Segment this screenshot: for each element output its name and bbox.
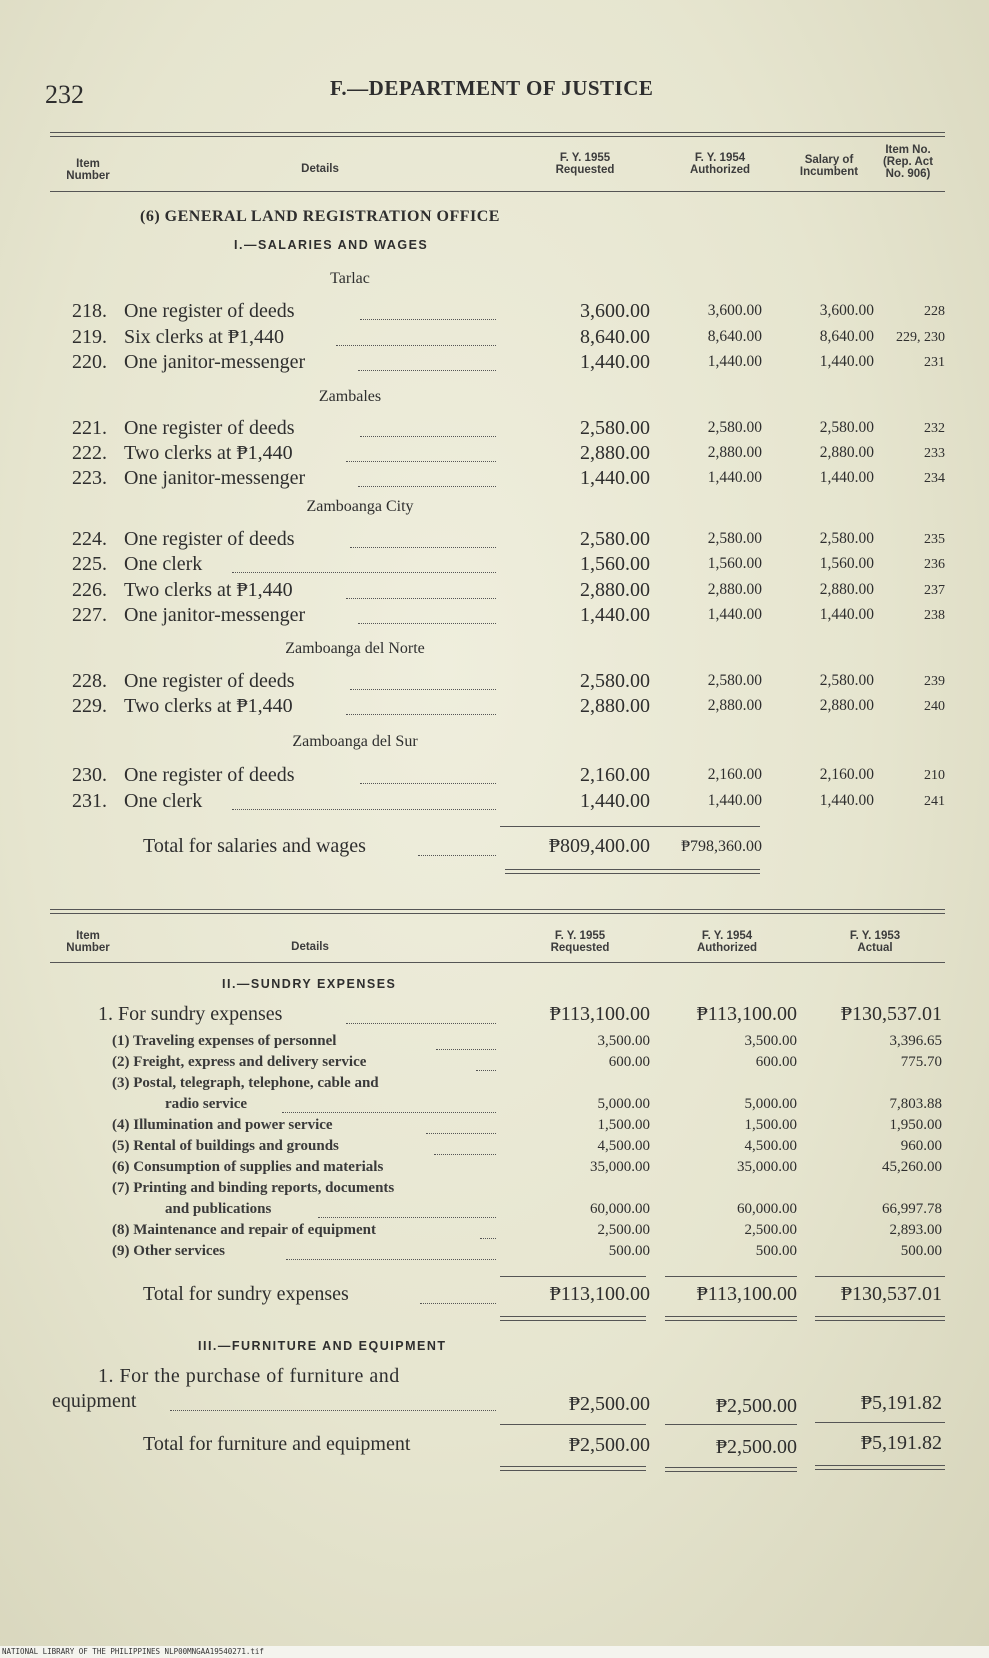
list-item-continued [0, 1096, 989, 1117]
leader-dots [358, 623, 496, 624]
row-number: 223. [72, 467, 107, 489]
item-no-value: 228 [924, 304, 945, 319]
row-desc: One janitor-messenger [124, 604, 306, 626]
item-desc: (6) Consumption of supplies and materials [112, 1159, 384, 1175]
sundry-main-desc: 1. For sundry expenses [98, 1003, 283, 1025]
leader-dots [232, 572, 496, 573]
auth-value: 500.00 [755, 1243, 797, 1259]
item-desc-continued: radio service [165, 1096, 248, 1112]
leader-dots [318, 1217, 496, 1218]
item-desc: (4) Illumination and power service [112, 1117, 333, 1133]
row-number: 218. [72, 300, 107, 322]
leader-dots [282, 1112, 496, 1113]
req-value: 1,440.00 [580, 467, 650, 489]
province-label: Zamboanga del Sur [292, 733, 418, 750]
leader-dots [420, 1303, 496, 1304]
furniture-req: ₱2,500.00 [568, 1393, 650, 1415]
auth-value: 2,880.00 [707, 581, 762, 598]
table-row [0, 351, 989, 377]
table1-top-rule [50, 132, 945, 137]
salary-value: 2,160.00 [819, 766, 874, 783]
actual-value: 960.00 [900, 1138, 942, 1154]
auth-value: 2,580.00 [707, 419, 762, 436]
req-value: 1,500.00 [597, 1117, 650, 1133]
auth-value: 2,880.00 [707, 697, 762, 714]
furniture-desc: 1. For the purchase of furniture and [98, 1365, 400, 1387]
req-value: 1,440.00 [580, 790, 650, 812]
leader-dots [346, 714, 496, 715]
total-rule [500, 1276, 646, 1277]
t2-header-req: F. Y. 1955 Requested [550, 930, 610, 954]
row-desc: Two clerks at ₱1,440 [124, 695, 293, 717]
item-desc: (3) Postal, telegraph, telephone, cable and [112, 1075, 379, 1091]
req-value: 8,640.00 [580, 326, 650, 348]
salary-value: 8,640.00 [819, 328, 874, 345]
auth-value: 3,500.00 [744, 1033, 797, 1049]
leader-dots [434, 1154, 496, 1155]
t2-header-item: Item Number [66, 930, 110, 954]
total-rule [815, 1422, 945, 1423]
row-desc: Two clerks at ₱1,440 [124, 442, 293, 464]
furniture-total-actual: ₱5,191.82 [860, 1432, 942, 1454]
furniture-actual: ₱5,191.82 [860, 1392, 942, 1414]
table-row [0, 442, 989, 468]
table-row [0, 300, 989, 326]
auth-value: 2,160.00 [707, 766, 762, 783]
row-number: 225. [72, 553, 107, 575]
row-desc: Two clerks at ₱1,440 [124, 579, 293, 601]
actual-value: 2,893.00 [889, 1222, 942, 1238]
row-number: 230. [72, 764, 107, 786]
row-desc: One janitor-messenger [124, 467, 306, 489]
row-number: 220. [72, 351, 107, 373]
list-item [0, 1243, 989, 1264]
actual-value: 3,396.65 [889, 1033, 942, 1049]
province-label: Tarlac [330, 270, 370, 287]
auth-value: 1,560.00 [707, 555, 762, 572]
req-value: 2,580.00 [580, 670, 650, 692]
auth-value: 1,440.00 [707, 353, 762, 370]
item-desc: (2) Freight, express and delivery service [112, 1054, 367, 1070]
req-value: 3,500.00 [597, 1033, 650, 1049]
table2-top-rule [50, 909, 945, 914]
section-furniture: III.—FURNITURE AND EQUIPMENT [198, 1339, 447, 1353]
item-no-value: 240 [924, 699, 945, 714]
province-label: Zamboanga City [306, 498, 414, 515]
table-row [0, 417, 989, 443]
sundry-total-actual: ₱130,537.01 [840, 1283, 942, 1305]
salary-value: 1,440.00 [819, 469, 874, 486]
row-desc: One clerk [124, 790, 203, 812]
auth-value: 8,640.00 [707, 328, 762, 345]
leader-dots [232, 809, 496, 810]
running-head: F.—DEPARTMENT OF JUSTICE [330, 76, 654, 100]
item-no-value: 235 [924, 532, 945, 547]
auth-value: 5,000.00 [744, 1096, 797, 1112]
total-double-rule [665, 1316, 797, 1321]
salary-value: 3,600.00 [819, 302, 874, 319]
req-value: 1,440.00 [580, 604, 650, 626]
salary-value: 2,580.00 [819, 419, 874, 436]
row-number: 222. [72, 442, 107, 464]
row-desc: Six clerks at ₱1,440 [124, 326, 284, 348]
table-row [0, 528, 989, 554]
req-value: 2,160.00 [580, 764, 650, 786]
table-row [0, 604, 989, 630]
province-label: Zambales [318, 388, 382, 405]
list-item [0, 1033, 989, 1054]
t2-header-auth: F. Y. 1954 Authorized [696, 930, 758, 954]
leader-dots [418, 855, 496, 856]
list-item [0, 1054, 989, 1075]
item-no-value: 239 [924, 674, 945, 689]
sundry-main-auth: ₱113,100.00 [696, 1003, 797, 1025]
leader-dots [336, 345, 496, 346]
t1-header-req: F. Y. 1955 Requested [555, 152, 615, 176]
req-value: 1,440.00 [580, 351, 650, 373]
salary-value: 2,880.00 [819, 581, 874, 598]
row-number: 219. [72, 326, 107, 348]
auth-value: 600.00 [755, 1054, 797, 1070]
total-rule [500, 826, 760, 827]
item-no-value: 237 [924, 583, 945, 598]
row-number: 224. [72, 528, 107, 550]
auth-value: 2,580.00 [707, 530, 762, 547]
item-no-value: 233 [924, 446, 945, 461]
req-value: 600.00 [608, 1054, 650, 1070]
leader-dots [358, 486, 496, 487]
leader-dots [346, 598, 496, 599]
salary-value: 2,580.00 [819, 672, 874, 689]
list-item [0, 1159, 989, 1180]
req-value: 3,600.00 [580, 300, 650, 322]
row-number: 231. [72, 790, 107, 812]
salaries-total-req: ₱809,400.00 [548, 835, 650, 857]
row-desc: One register of deeds [124, 670, 295, 692]
leader-dots [358, 370, 496, 371]
req-value: 5,000.00 [597, 1096, 650, 1112]
leader-dots [350, 689, 496, 690]
t1-header-itemno: Item No. (Rep. Act No. 906) [882, 144, 934, 180]
auth-value: 1,440.00 [707, 792, 762, 809]
total-double-rule [815, 1465, 945, 1470]
salary-value: 2,880.00 [819, 444, 874, 461]
page-number: 232 [45, 80, 84, 109]
req-value: 4,500.00 [597, 1138, 650, 1154]
list-item-continued [0, 1201, 989, 1222]
list-item [0, 1117, 989, 1138]
total-double-rule [505, 869, 760, 874]
furniture-total-req: ₱2,500.00 [568, 1434, 650, 1456]
auth-value: 4,500.00 [744, 1138, 797, 1154]
item-no-value: 229, 230 [896, 330, 945, 345]
actual-value: 500.00 [900, 1243, 942, 1259]
auth-value: 1,440.00 [707, 606, 762, 623]
req-value: 2,880.00 [580, 442, 650, 464]
actual-value: 7,803.88 [889, 1096, 942, 1112]
auth-value: 2,500.00 [744, 1222, 797, 1238]
t2-header-actual: F. Y. 1953 Actual [849, 930, 901, 954]
row-desc: One janitor-messenger [124, 351, 306, 373]
row-number: 226. [72, 579, 107, 601]
auth-value: 3,600.00 [707, 302, 762, 319]
table-row [0, 467, 989, 493]
furniture-auth: ₱2,500.00 [715, 1395, 797, 1417]
row-desc: One register of deeds [124, 300, 295, 322]
auth-value: 2,880.00 [707, 444, 762, 461]
table-row [0, 326, 989, 352]
req-value: 1,560.00 [580, 553, 650, 575]
table2-header-rule [50, 962, 945, 963]
actual-value: 45,260.00 [882, 1159, 942, 1175]
list-item [0, 1222, 989, 1243]
t1-header-details: Details [301, 163, 339, 175]
item-desc: (9) Other services [112, 1243, 226, 1259]
table-row [0, 695, 989, 721]
leader-dots [360, 783, 496, 784]
leader-dots [346, 1023, 496, 1024]
total-double-rule [815, 1316, 945, 1321]
leader-dots [436, 1049, 496, 1050]
actual-value: 775.70 [900, 1054, 942, 1070]
item-desc: (8) Maintenance and repair of equipment [112, 1222, 377, 1238]
item-desc: (7) Printing and binding reports, documents [112, 1180, 395, 1196]
item-desc-continued: and publications [165, 1201, 272, 1217]
province-label: Zamboanga del Norte [285, 640, 425, 657]
row-desc: One register of deeds [124, 417, 295, 439]
row-desc: One register of deeds [124, 764, 295, 786]
row-desc: One register of deeds [124, 528, 295, 550]
auth-value: 1,440.00 [707, 469, 762, 486]
actual-value: 66,997.78 [882, 1201, 942, 1217]
salary-value: 1,440.00 [819, 353, 874, 370]
sundry-main-actual: ₱130,537.01 [840, 1003, 942, 1025]
auth-value: 35,000.00 [737, 1159, 797, 1175]
req-value: 2,580.00 [580, 417, 650, 439]
t1-header-salary: Salary of Incumbent [799, 154, 859, 178]
section-salaries: I.—SALARIES AND WAGES [234, 238, 429, 252]
item-no-value: 236 [924, 557, 945, 572]
leader-dots [426, 1133, 496, 1134]
req-value: 2,580.00 [580, 528, 650, 550]
total-rule [665, 1424, 797, 1425]
sundry-main-req: ₱113,100.00 [549, 1003, 650, 1025]
t2-header-details: Details [291, 941, 329, 953]
row-number: 229. [72, 695, 107, 717]
sundry-total-label: Total for sundry expenses [143, 1283, 349, 1305]
table-row [0, 790, 989, 816]
req-value: 2,880.00 [580, 695, 650, 717]
leader-dots [346, 461, 496, 462]
req-value: 500.00 [608, 1243, 650, 1259]
sundry-total-auth: ₱113,100.00 [696, 1283, 797, 1305]
furniture-total-label: Total for furniture and equipment [143, 1433, 411, 1455]
table-row [0, 553, 989, 579]
salary-value: 1,440.00 [819, 606, 874, 623]
actual-value: 1,950.00 [889, 1117, 942, 1133]
furniture-desc-continued: equipment [52, 1390, 137, 1412]
list-item [0, 1075, 989, 1096]
total-double-rule [500, 1316, 646, 1321]
salary-value: 2,880.00 [819, 697, 874, 714]
req-value: 35,000.00 [590, 1159, 650, 1175]
item-no-value: 241 [924, 794, 945, 809]
auth-value: 60,000.00 [737, 1201, 797, 1217]
leader-dots [350, 547, 496, 548]
row-number: 228. [72, 670, 107, 692]
t1-header-auth: F. Y. 1954 Authorized [689, 152, 751, 176]
row-desc: One clerk [124, 553, 203, 575]
table-row [0, 764, 989, 790]
row-number: 221. [72, 417, 107, 439]
req-value: 60,000.00 [590, 1201, 650, 1217]
salary-value: 1,560.00 [819, 555, 874, 572]
req-value: 2,500.00 [597, 1222, 650, 1238]
leader-dots [480, 1238, 496, 1239]
salary-value: 1,440.00 [819, 792, 874, 809]
item-no-value: 238 [924, 608, 945, 623]
leader-dots [360, 436, 496, 437]
auth-value: 1,500.00 [744, 1117, 797, 1133]
office-title: (6) GENERAL LAND REGISTRATION OFFICE [140, 208, 500, 225]
leader-dots [360, 319, 496, 320]
list-item [0, 1138, 989, 1159]
footer-strip [0, 1646, 989, 1658]
furniture-total-auth: ₱2,500.00 [715, 1436, 797, 1458]
salaries-total-label: Total for salaries and wages [143, 835, 366, 857]
salary-value: 2,580.00 [819, 530, 874, 547]
total-double-rule [500, 1466, 646, 1471]
item-no-value: 231 [924, 355, 945, 370]
total-rule [500, 1424, 646, 1425]
item-no-value: 234 [924, 471, 945, 486]
table1-header-rule [50, 191, 945, 192]
footer-text: NATIONAL LIBRARY OF THE PHILIPPINES NLP00MNGAA19540271.tif [2, 1647, 264, 1656]
leader-dots [286, 1259, 496, 1260]
auth-value: 2,580.00 [707, 672, 762, 689]
list-item [0, 1180, 989, 1201]
section-sundry: II.—SUNDRY EXPENSES [222, 977, 397, 991]
table-row [0, 579, 989, 605]
item-no-value: 232 [924, 421, 945, 436]
total-rule [665, 1276, 797, 1277]
row-number: 227. [72, 604, 107, 626]
salaries-total-auth: ₱798,360.00 [681, 838, 762, 855]
leader-dots [170, 1410, 496, 1411]
item-desc: (5) Rental of buildings and grounds [112, 1138, 339, 1154]
leader-dots [476, 1070, 496, 1071]
t1-header-item: Item Number [66, 158, 110, 182]
item-no-value: 210 [924, 768, 945, 783]
table-row [0, 670, 989, 696]
total-rule [815, 1276, 945, 1277]
item-desc: (1) Traveling expenses of personnel [112, 1033, 337, 1049]
req-value: 2,880.00 [580, 579, 650, 601]
total-double-rule [665, 1467, 797, 1472]
sundry-total-req: ₱113,100.00 [549, 1283, 650, 1305]
